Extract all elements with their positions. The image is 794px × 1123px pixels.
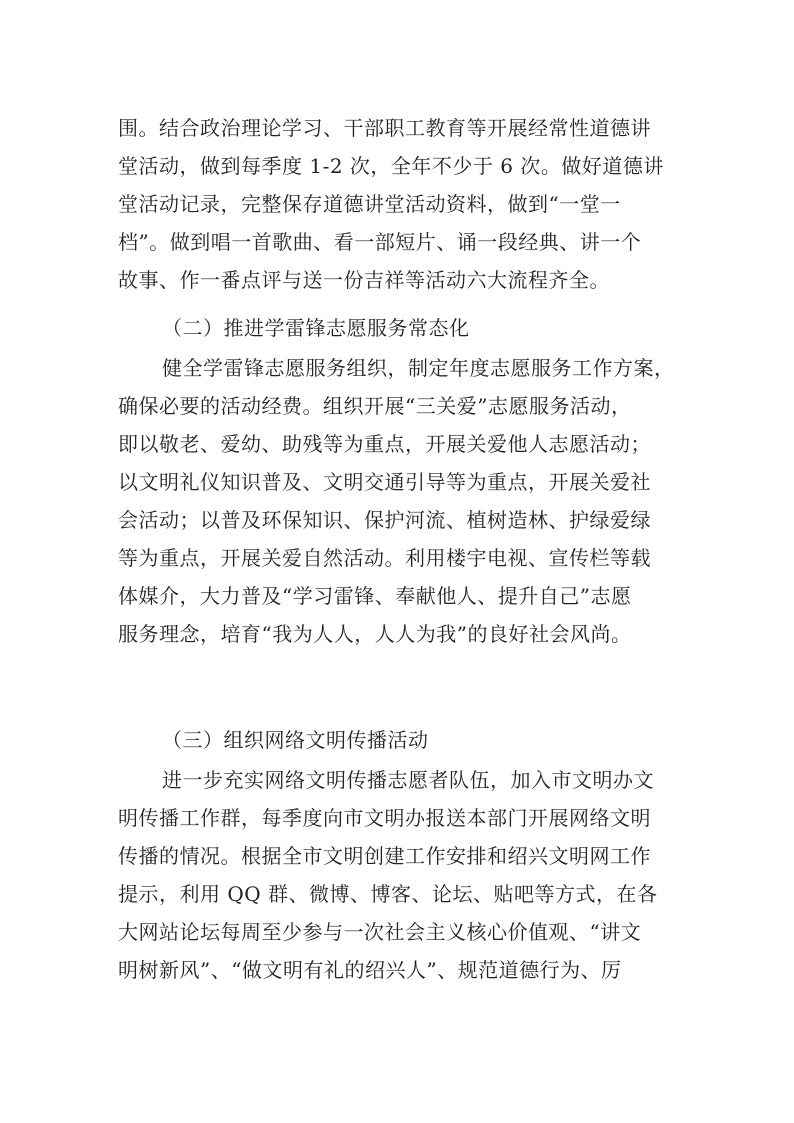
paragraph-line: 服务理念，培育“我为人人，人人为我”的良好社会风尚。 [118,622,632,646]
paragraph-line: 提示，利用 QQ 群、微博、博客、论坛、贴吧等方式，在各 [118,882,658,906]
paragraph-line: 确保必要的活动经费。组织开展“三关爱”志愿服务活动， [118,394,632,418]
paragraph-line: 明树新风”、“做文明有礼的绍兴人”、规范道德行为、厉 [118,958,622,982]
paragraph-line: 大网站论坛每周至少参与一次社会主义核心价值观、“讲文 [118,920,642,944]
paragraph-line: 体媒介，大力普及“学习雷锋、奉献他人、提升自己”志愿 [118,584,632,608]
paragraph-line: 故事、作一番点评与送一份吉祥等活动六大流程齐全。 [118,268,610,292]
paragraph-line: 会活动；以普及环保知识、保护河流、植树造林、护绿爱绿 [118,508,651,532]
paragraph-line: 传播的情况。根据全市文明创建工作安排和绍兴文明网工作 [118,844,651,868]
paragraph-line: 堂活动，做到每季度 1-2 次，全年不少于 6 次。做好道德讲 [118,154,664,178]
paragraph-line: 即以敬老、爱幼、助残等为重点，开展关爱他人志愿活动； [118,432,651,456]
paragraph-line: 围。结合政治理论学习、干部职工教育等开展经常性道德讲 [118,116,651,140]
paragraph-line: 进一步充实网络文明传播志愿者队伍，加入市文明办文 [162,768,654,792]
paragraph-line: 档”。做到唱一首歌曲、看一部短片、诵一段经典、讲一个 [118,230,642,254]
paragraph-line: 明传播工作群，每季度向市文明办报送本部门开展网络文明 [118,806,651,830]
paragraph-line: 健全学雷锋志愿服务组织，制定年度志愿服务工作方案， [162,356,675,380]
section-heading: （二）推进学雷锋志愿服务常态化 [162,316,470,340]
paragraph-line: 堂活动记录，完整保存道德讲堂活动资料，做到“一堂一 [118,192,621,216]
paragraph-line: 等为重点，开展关爱自然活动。利用楼宇电视、宣传栏等载 [118,546,651,570]
paragraph-line: 以文明礼仪知识普及、文明交通引导等为重点，开展关爱社 [118,470,651,494]
section-heading: （三）组织网络文明传播活动 [162,728,429,752]
